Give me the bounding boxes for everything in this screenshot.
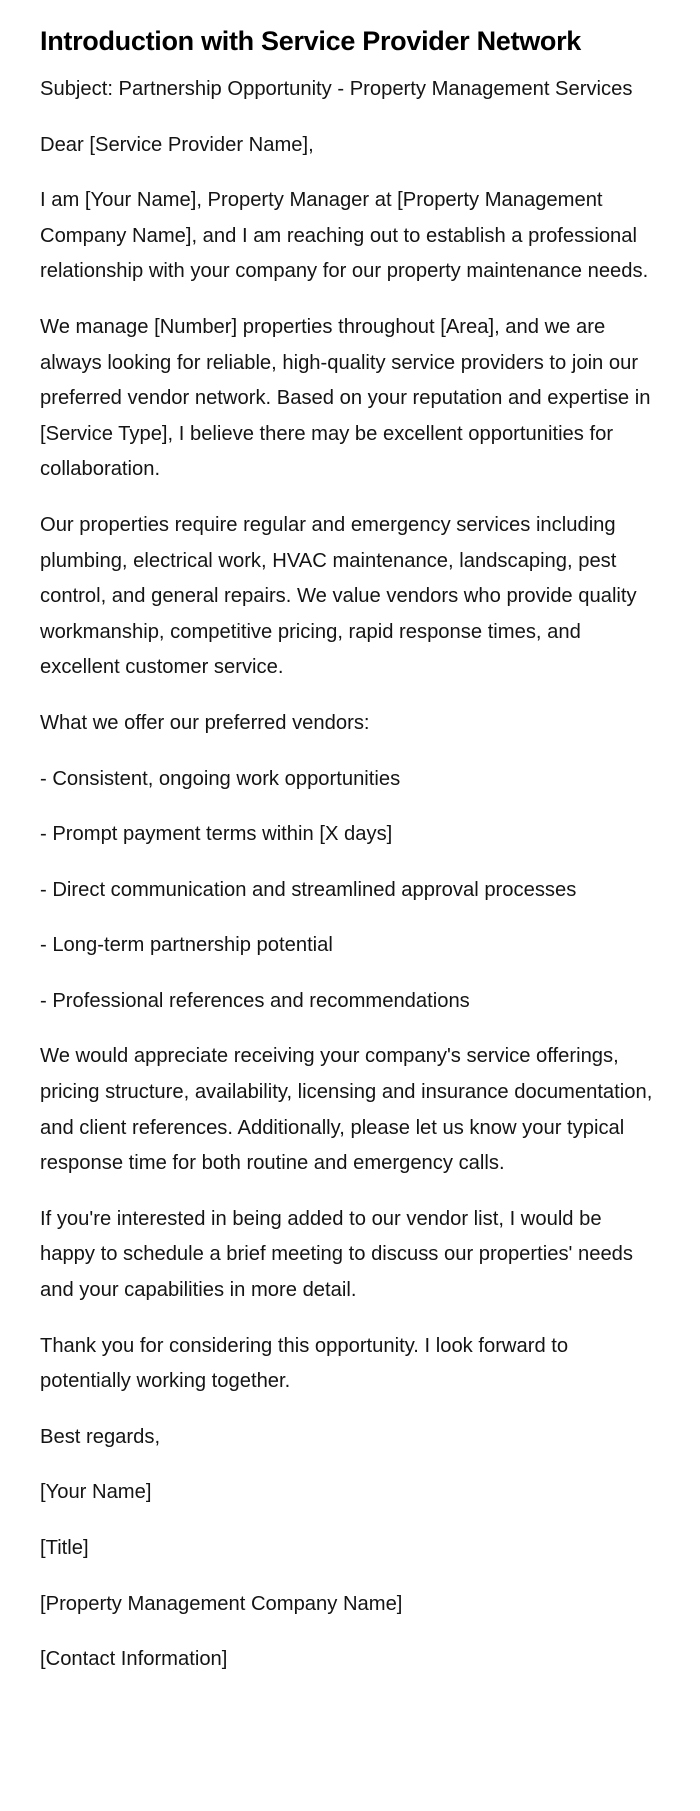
- signature-company: [Property Management Company Name]: [40, 1592, 403, 1615]
- body-paragraph-network: We manage [Number] properties throughout [Area], and we are always looking for reliable, high-quality service providers to join our preferred vendor network. Based on your reputation and expertise in [Service Type], I believe there may be excellent opportunities for collaboration.: [40, 315, 651, 481]
- offer-intro: What we offer our preferred vendors:: [40, 711, 370, 734]
- signature-name: [Your Name]: [40, 1481, 152, 1504]
- offer-item-references: - Professional references and recommendations: [40, 989, 470, 1012]
- signature-contact: [Contact Information]: [40, 1648, 228, 1671]
- offer-item-work: - Consistent, ongoing work opportunities: [40, 767, 401, 790]
- closing-paragraph-thanks: Thank you for considering this opportunity. I look forward to potentially working together.: [40, 1334, 569, 1393]
- body-paragraph-services: Our properties require regular and emergency services including plumbing, electrical work, HVAC maintenance, landscaping, pest control, and general repairs. We value vendors who provide quality workmanship, competitive pricing, rapid response times, and excellent customer service.: [40, 513, 637, 679]
- offer-item-payment: - Prompt payment terms within [X days]: [40, 823, 393, 846]
- sign-off: Best regards,: [40, 1425, 161, 1448]
- salutation: Dear [Service Provider Name],: [40, 133, 314, 156]
- subject-line: Subject: Partnership Opportunity - Property Management Services: [40, 78, 633, 100]
- closing-paragraph-request: We would appreciate receiving your company's service offerings, pricing structure, availability, licensing and insurance documentation, and client references. Additionally, please let us know your typical response time for both routine and emergency calls.: [40, 1045, 653, 1175]
- signature-title: [Title]: [40, 1537, 89, 1559]
- closing-paragraph-meeting: If you're interested in being added to our vendor list, I would be happy to schedule a brief meeting to discuss our properties' needs and your capabilities in more detail.: [40, 1207, 634, 1302]
- offer-item-partnership: - Long-term partnership potential: [40, 934, 333, 957]
- document-title: Introduction with Service Provider Network: [40, 26, 582, 56]
- offer-item-communication: - Direct communication and streamlined approval processes: [40, 878, 577, 901]
- body-paragraph-intro: I am [Your Name], Property Manager at [Property Management Company Name], and I am reaching out to establish a professional relationship with your company for our property maintenance needs.: [40, 189, 649, 283]
